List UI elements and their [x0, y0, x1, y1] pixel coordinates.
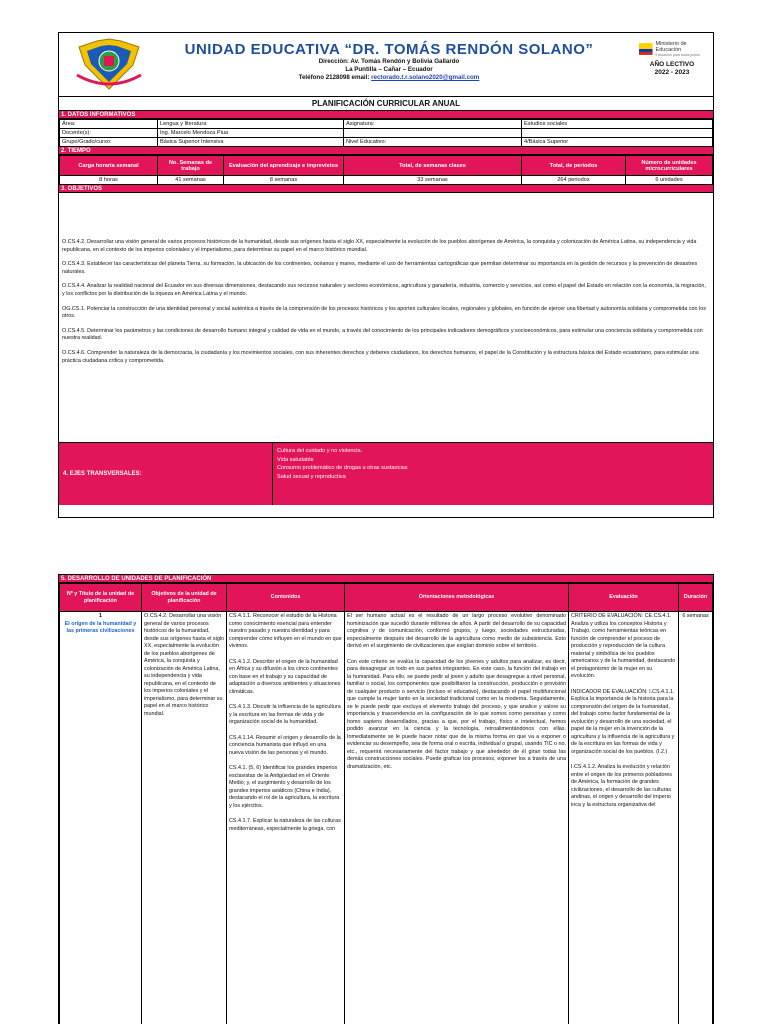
grupo-value: Básica Superior Intensiva	[158, 138, 344, 147]
tiempo-header: Evaluación del aprendizaje e imprevistos	[224, 156, 344, 176]
school-year-label: AÑO LECTIVO	[649, 61, 695, 68]
ministry-logo	[639, 41, 705, 57]
document-header	[59, 33, 713, 97]
unidades-header: Nº y Título de la unidad de planificación	[60, 584, 142, 612]
tiempo-header: No. Semanas de trabajo	[158, 156, 224, 176]
area-value: Lengua y literatura	[158, 120, 344, 129]
grupo-label: Grupo/Grado/curso:	[60, 138, 158, 147]
tiempo-header: Total, de semanas clases	[344, 156, 522, 176]
section-1-title: 1. DATOS INFORMATIVOS	[59, 111, 713, 119]
asignatura-label: Asignatura:	[344, 120, 522, 129]
eje-item: Cultura del cuidado y no violencia.	[277, 448, 363, 454]
ejes-transversales	[59, 443, 713, 505]
unidades-header: Contenidos	[227, 584, 345, 612]
evaluation-indicator: INDICADOR DE EVALUACIÓN: I.CS.4.1.1. Explica la importancia de la historia para la comprensión del origen de la humanidad, del trabajo como factor fundamental de la evolución y desarrollo de una sociedad, el papel de la mujer en la invención de la agricultura y la influencia de la agricultura y de la escritura en las formas de vida y organización social de los pueblos. (I.2.)	[571, 688, 675, 755]
methodology-cell	[345, 612, 569, 1024]
unit-cell	[60, 612, 142, 1024]
unit-objective: O.CS.4.2. Desarrollar una visión general de varios procesos históricos de la humanidad, desde sus orígenes hasta el siglo XX, especialmente la evolución de los pueblos aborígenes de América, la conquista y colonización de América Latina, su independencia y vida republicana, en el contexto de los imperios coloniales y el imperialismo, para determinar su papel en el marco histórico mundial.	[142, 612, 227, 1024]
objectives-list	[59, 193, 713, 443]
unit-title: El origen de la humanidad y las primeras civilizaciones	[64, 620, 137, 634]
nivel-value: 4/Básica Superior	[522, 138, 713, 147]
ministry-block	[639, 41, 705, 77]
unidades-table	[59, 583, 713, 1024]
objective-item: OG.CS.1. Potenciar la construcción de una identidad personal y social auténtica a través de la comprensión de los procesos históricos y los aportes culturales locales, regionales y globales, en función de ejercer una libertad y autonomía solidaria y comprometida con los otros.	[62, 305, 706, 320]
duration-value: 6 semanas	[679, 612, 713, 1024]
evaluation-cell	[569, 612, 679, 1024]
content-item: CS.4.1. (5, 6) Identificar los grandes imperios esclavistas de la Antigüedad en el Oriente Medio; y, el surgimiento y desarrollo de los grandes imperios asiáticos (China e India), destacando el rol de la agricultura, la escritura y los ejércitos.	[229, 765, 340, 809]
school-title-block	[154, 41, 624, 82]
planning-sheet-page-2	[58, 574, 714, 1024]
tiempo-value: 264 periodos	[522, 176, 626, 185]
ministry-name: Ministerio de Educación	[655, 41, 687, 53]
content-item: CS.4.1.2. Describir el origen de la humanidad en África y su difusión a los cinco continentes con base en el trabajo y su capacidad de adaptación a diversos ambientes y situaciones climáticas.	[229, 658, 341, 695]
ecuador-flag-icon	[639, 42, 653, 56]
tiempo-value: 6 unidades	[626, 176, 713, 185]
eje-item: Consumo problemático de drogas u otras sustancias	[277, 465, 408, 471]
section-2-title: 2. TIEMPO	[59, 147, 713, 155]
school-crest-icon	[73, 37, 145, 93]
content-item: CS.4.1.3. Discutir la influencia de la agricultura y la escritura en las formas de vida y de organización social de la humanidad.	[229, 704, 341, 725]
objective-item: O.CS.4.5. Determinar los parámetros y las condiciones de desarrollo humano integral y calidad de vida en el mundo, a través del conocimiento de los principales indicadores demográficos y socioeconómicos, para estimular una conciencia solidaria y comprometida con nuestra realidad.	[62, 327, 703, 342]
school-email-link[interactable]: rectorado.t.r.solano2020@gmail.com	[371, 74, 480, 81]
methodology-paragraph: Con este criterio se evalúa la capacidad de los jóvenes y adultos para analizar, es decir, para desagregar un todo en sus partes integrantes. En este caso, la función del trabajo en la humanidad. Para ello, se puede pedir al joven y adulto que desagregue a nivel personal, familiar o social, los componentes que posibilitaron la construcción, producción o provisión de cualquier producto o servicio (incluso el educativo), destacando el papel multifuncional que cumple la mujer tanto en la sociedad tradicional como en la moderna. Seguidamente, se le puede pedir que excluya el elemento trabajo del proceso, y que analice y valore su importancia y trascendencia en la configuración de lo que somos como personas y como homo sapiens desarrollados, gracias a que, por el trabajo, físico e intelectual, hemos podido avanzar en la ciencia y la tecnología, retroalimentándonos con ellas. Inmediatamente se le puede hacer notar que de la misma forma en que va a exponer o evidenciar su desempeño, sea de forma oral o escrita, individual o grupal, usando TIC o no, etc., requerirá necesariamente del factor trabajo y que alrededor de él giran todas las demás construcciones sociales. Puede graficar los procesos, exponer los a través de una dramatización, etc.	[347, 658, 566, 770]
school-name: UNIDAD EDUCATIVA “DR. TOMÁS RENDÓN SOLANO”	[184, 41, 594, 58]
school-phone: Teléfono 2128098 email:	[298, 74, 370, 81]
tiempo-value: 8 horas	[60, 176, 158, 185]
objective-item: O.CS.4.3. Establecer las características del planeta Tierra, su formación, la ubicación de los continentes, océanos y mares, mediante el uso de herramientas cartográficas que permitan determinar su importancia en la gestión de recursos y la prevención de desastres naturales.	[62, 261, 698, 275]
section-3-title: 3. OBJETIVOS	[59, 185, 713, 193]
datos-informativos-table	[59, 119, 713, 147]
objective-item: O.CS.4.2. Desarrollar una visión general de varios procesos históricos de la humanidad, desde sus orígenes hasta el siglo XX, especialmente la evolución de los pueblos aborígenes de América, la conquista y colonización de América Latina, su independencia y vida republicana, en el contexto de los imperios coloniales y el imperialismo, para determinar su papel en el marco histórico mundial.	[62, 239, 697, 253]
unidades-header: Duración	[679, 584, 713, 612]
tiempo-header: Total, de periodos	[522, 156, 626, 176]
eje-item: Salud sexual y reproductiva	[277, 473, 346, 480]
eje-item: Vida saludable	[277, 456, 314, 463]
school-location: La Puntilla – Cañar – Ecuador	[345, 66, 433, 73]
evaluation-indicator: I.CS.4.1.2. Analiza la evolución y relación entre el origen de los primeros pobladores de América, la formación de grandes civilizaciones, el desarrollo de las culturas andinas, el origen y desarrollo del imperio inca y la estructura organizativa del	[571, 764, 672, 808]
nivel-label: Nivel Educativo:	[344, 138, 522, 147]
ministry-slogan: Educación para todos juntos	[655, 53, 700, 57]
section-4-title: 4. EJES TRANSVERSALES:	[59, 443, 273, 505]
unit-number: 1	[99, 613, 102, 619]
docente-value: Ing. Marcelo Mendoza Piua	[158, 129, 344, 138]
evaluation-criterion: CRITERIO DE EVALUACIÓN: CE.CS.4.1. Analiza y utiliza los conceptos Historia y Trabajo, como herramientas teóricas en función de comprender el proceso de producción y reproducción de la cultura material y simbólica de los pueblos americanos y de la humanidad, destacando el protagonismo de la mujer en su evolución.	[571, 613, 676, 679]
tiempo-value: 33 semanas	[344, 176, 522, 185]
tiempo-table	[59, 155, 713, 185]
tiempo-value: 8 semanas	[224, 176, 344, 185]
tiempo-header: Número de unidades microcurriculares	[626, 156, 713, 176]
asignatura-value: Estudios sociales	[522, 120, 713, 129]
planning-sheet-page-1	[58, 32, 714, 518]
unidades-header: Orientaciones metodológicas	[345, 584, 569, 612]
content-item: CS.4.1.14. Resumir el origen y desarrollo de la conciencia humanista que influyó en una nueva visión de las personas y el mundo.	[229, 734, 341, 756]
section-5-title: 5. DESARROLLO DE UNIDADES DE PLANIFICACIÓN	[59, 575, 713, 583]
tiempo-header: Carga horaria semanal	[60, 156, 158, 176]
unidades-header: Objetivos de la unidad de planificación	[142, 584, 227, 612]
content-item: CS.4.1.7. Explicar la naturaleza de las culturas mediterráneas, especialmente la griega, con	[229, 818, 341, 832]
contents-cell	[227, 612, 345, 1024]
objective-item: O.CS.4.4. Analizar la realidad nacional del Ecuador en sus diversas dimensiones, destacando sus recursos naturales y sectores económicos, agricultura y ganadería, industria, comercio y servicios, así como el papel del Estado en relación con la economía, la migración, y los conflictos por la distribución de la riqueza en América Latina y el mundo.	[62, 283, 706, 297]
unidades-header: Evaluación	[569, 584, 679, 612]
school-year-value: 2022 - 2023	[654, 69, 690, 76]
content-item: CS.4.1.1. Reconocer el estudio de la Historia como conocimiento esencial para entender nuestro pasado y nuestra identidad y para comprender cómo influyen en el mundo en que vivimos.	[229, 613, 342, 649]
objective-item: O.CS.4.6. Comprender la naturaleza de la democracia, la ciudadanía y los movimientos sociales, con sus inherentes derechos y deberes ciudadanos, los derechos humanos, el papel de la Constitución y la estructura básica del Estado ecuatoriano, para estimular una práctica ciudadana crítica y comprometida.	[62, 349, 699, 364]
ejes-list	[273, 443, 412, 505]
methodology-paragraph: El ser humano actual es el resultado de un largo proceso evolutivo denominado hominización que sucedió durante millones de años. A partir del desarrollo de su capacidad cognitiva y de comunicación, conformó grupos, y luego, sociedades estructuradas, especialmente después del desarrollo de la agricultura como medio de subsistencia. Esto derivó en el surgimiento de civilizaciones que exigían dominio sobre el territorio.	[347, 613, 566, 649]
school-address: Dirección: Av. Tomás Rendón y Bolivia Gallardo	[318, 58, 460, 65]
tiempo-value: 41 semanas	[158, 176, 224, 185]
docente-label: Docente(s):	[60, 129, 158, 138]
plan-title: PLANIFICACIÓN CURRICULAR ANUAL	[59, 97, 713, 111]
area-label: Área:	[60, 120, 158, 129]
school-contact	[154, 74, 624, 82]
